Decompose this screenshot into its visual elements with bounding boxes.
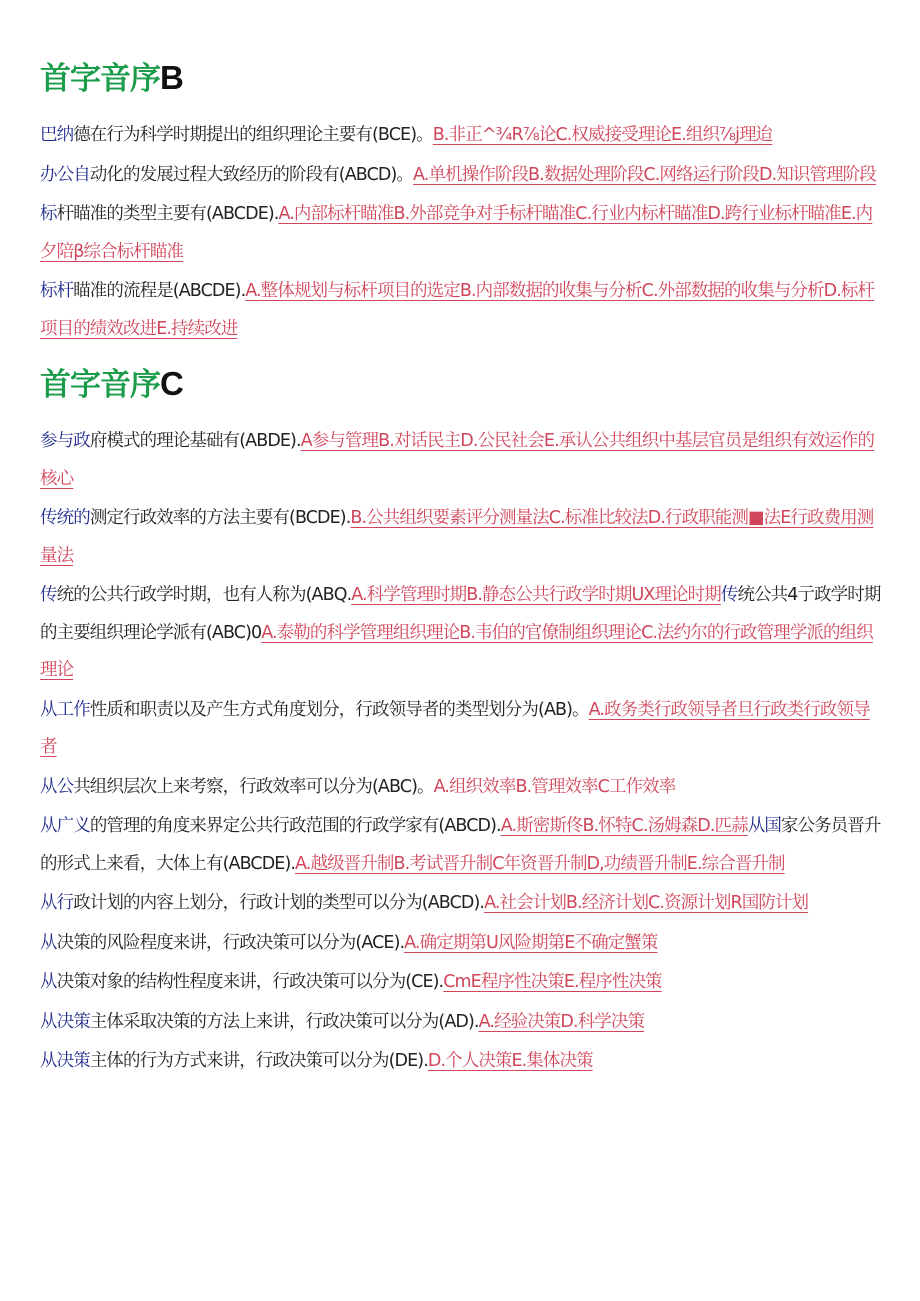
entry-question: 府模式的理论基础有(ABDE).: [89, 431, 301, 451]
entry-c-7: [40, 885, 885, 923]
entry-c-1: [40, 423, 885, 498]
entry-lead: 办公自: [40, 164, 90, 185]
entry-c-3: [40, 577, 885, 690]
entry-lead: 从: [40, 932, 57, 953]
entry-question: 主体采取决策的方法上来讲，行政决策可以分为(AD).: [89, 1011, 479, 1032]
document-page: [40, 58, 885, 1083]
entry-c-6: [40, 808, 885, 883]
entry-answer: A.经验决策D.科学决策: [478, 1011, 645, 1032]
entry-lead: 传统的: [40, 508, 90, 528]
entry-question: 统公共4亍政学时期的主要组织理论学派有(ABC)0: [40, 585, 881, 643]
entry-lead: 从工作: [40, 699, 90, 720]
entry-question: 性质和职责以及产生方式角度划分，行政领导者的类型划分为(AB)。: [89, 699, 589, 720]
entry-answer: A.确定期第U风险期第E不确定蟹策: [404, 932, 658, 953]
entry-lead: 从国: [747, 816, 781, 836]
entry-question: 测定行政效率的方法主要有(BCDE).: [89, 508, 351, 528]
section-heading-c: [40, 364, 885, 405]
entry-question: 德在行为科学时期提出的组织理论主要有(BCE)。: [73, 125, 433, 145]
entry-answer: A.组织效率B.管理效率C工作效率: [433, 776, 676, 797]
entry-b-2: [40, 157, 885, 195]
entry-c-11: [40, 1043, 885, 1081]
entry-lead: 标杆: [40, 281, 74, 301]
entry-answer: A.整体规划与标杆项目的选定B.内部数据的收集与分析C.外部数据的收集与分析D.标杆项目的绩效改进E.持续改进: [40, 281, 875, 339]
entry-lead: 巴纳: [40, 125, 74, 145]
entry-lead: 标: [40, 204, 57, 224]
entry-answer: A.单机操作阶段B.数据处理阶段C.网络运行阶段D.知识管理阶段: [413, 164, 876, 185]
entry-question: 决策的风险程度来讲，行政决策可以分为(ACE).: [56, 932, 405, 953]
entry-c-9: [40, 964, 885, 1002]
section-heading-letter: C: [160, 365, 184, 402]
entry-answer: A.斯密斯佟B.怀特C.汤姆森D.匹蒜: [500, 816, 748, 836]
section-heading-b: [40, 58, 885, 99]
entry-c-10: [40, 1004, 885, 1042]
entry-c-4: [40, 692, 885, 767]
section-heading-text: 首字音序: [40, 61, 160, 97]
entry-question: 动化的发展过程大致经历的阶段有(ABCD)。: [89, 164, 414, 185]
entry-lead: 传: [720, 585, 738, 605]
entry-question: 瞄准的流程是(ABCDE).: [73, 281, 246, 301]
entry-lead: 从行: [40, 893, 74, 913]
entry-answer: B.非正^¾R⅞论C.权威接受理论E.组织⅞j理迨: [432, 125, 773, 145]
entry-question: 的管理的角度来界定公共行政范围的行政学家有(ABCD).: [89, 816, 501, 836]
entry-answer: A.内部标杆瞄准B.外部竞争对手标杆瞄准C.行业内标杆瞄准D.跨行业标杆瞄准E.内夕陪β综合标杆瞄准: [40, 204, 873, 262]
entry-c-8: [40, 925, 885, 963]
entry-question: 政计划的内容上划分，行政计划的类型可以分为(ABCD).: [73, 893, 485, 913]
entry-answer: A参与管理B.对话民主D.公民社会E.承认公共组织中基层官员是组织有效运作的核心: [40, 431, 875, 489]
entry-lead: 从决策: [40, 1051, 90, 1071]
entry-answer: D.个人决策E.集体决策: [427, 1051, 593, 1071]
entry-lead: 参与政: [40, 431, 90, 451]
entry-b-3: [40, 196, 885, 271]
entry-question: 决策对象的结构性程度来讲，行政决策可以分为(CE).: [56, 972, 444, 992]
entry-c-2: [40, 500, 885, 575]
entry-answer: A.泰勒的科学管理组织理论B.韦伯的官僚制组织理论C.法约尔的行政管理学派的组织理论: [40, 622, 873, 680]
section-heading-text: 首字音序: [40, 367, 160, 403]
entry-lead: 传: [40, 585, 57, 605]
entry-b-1: [40, 117, 885, 155]
entry-answer: A.科学管理时期B.静态公共行政学时期UX理论时期: [351, 585, 721, 605]
entry-lead: 从决策: [40, 1011, 90, 1032]
entry-lead: 从广义: [40, 816, 90, 836]
entry-answer: CmE程序性决策E.程序性决策: [443, 972, 662, 992]
section-heading-letter: B: [160, 59, 184, 96]
entry-answer: A.社会计划B.经济计划C.资源计划R国防计划: [484, 893, 809, 913]
entry-answer: B.公共组织要素评分测量法C.标准比较法D.行政职能测■法E行政费用测量法: [40, 508, 874, 566]
entry-lead: 从: [40, 972, 57, 992]
entry-question: 杆瞄准的类型主要有(ABCDE).: [56, 204, 279, 224]
entry-c-5: [40, 769, 885, 807]
entry-question: 共组织层次上来考察，行政效率可以分为(ABC)。: [73, 776, 434, 797]
entry-question: 家公务员晋升的形式上来看，大体上有(ABCDE).: [40, 816, 881, 874]
entry-lead: 从公: [40, 776, 74, 797]
entry-b-4: [40, 273, 885, 348]
entry-question: 统的公共行政学时期，也有人称为(ABQ.: [56, 585, 352, 605]
entry-answer: A.越级晋升制B.考试晋升制C年资晋升制D,功绩晋升制E.综合晋升制: [295, 853, 785, 874]
entry-question: 主体的行为方式来讲，行政决策可以分为(DE).: [89, 1051, 428, 1071]
entry-answer: A.政务类行政领导者旦行政类行政领导者: [40, 699, 870, 757]
